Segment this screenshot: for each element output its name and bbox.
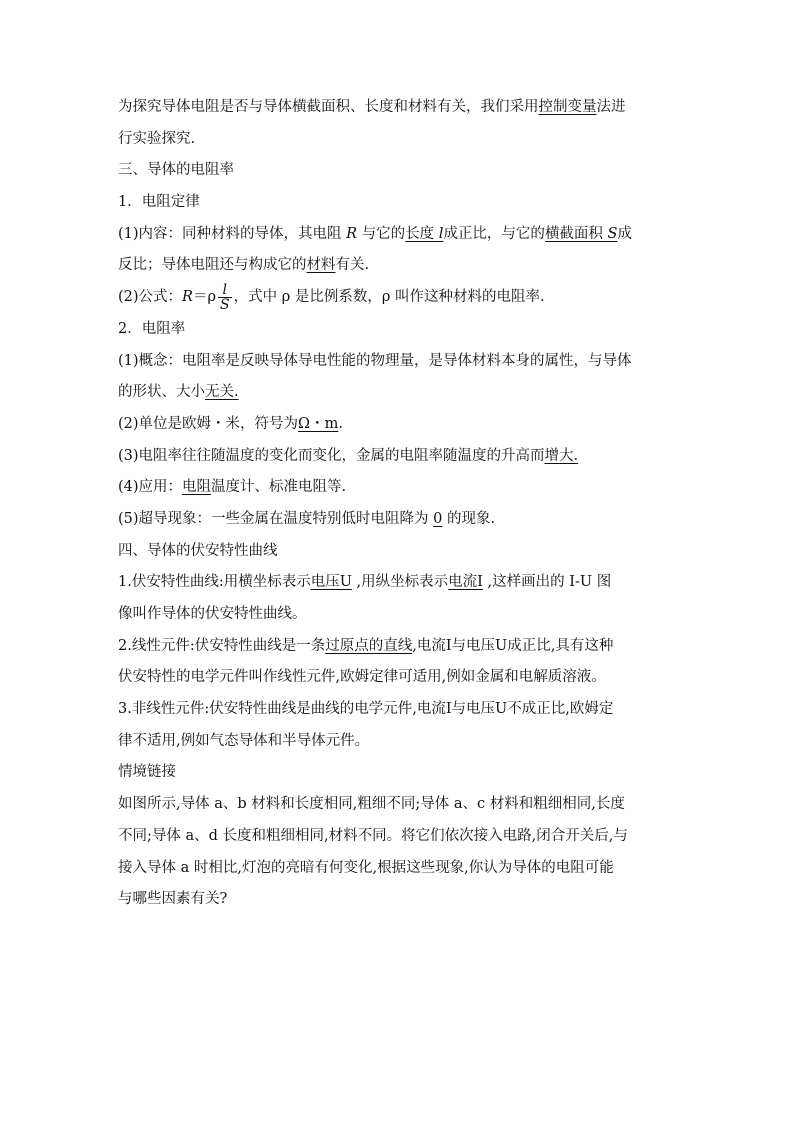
- paragraph-line: 伏安特性的电学元件叫作线性元件,欧姆定律可适用,例如金属和电解质溶液。: [118, 669, 606, 686]
- text: (4)应用：: [118, 479, 183, 496]
- answer-blank: 控制变量: [538, 99, 597, 115]
- text: ,电流I与电压U成正比,具有这种: [412, 637, 614, 654]
- text: 横截面积: [544, 225, 608, 242]
- section-heading: 情境链接: [118, 764, 176, 781]
- answer-blank: 电阻: [182, 479, 212, 496]
- paragraph-line: [118, 567, 678, 599]
- text: 成: [617, 225, 632, 242]
- paragraph-line: 如图所示,导体 a、b 材料和长度相同,粗细不同;导体 a、c 材料和粗细相同,长度: [118, 796, 625, 813]
- text: ,用纵坐标表示: [351, 574, 449, 591]
- formula-line: [118, 282, 678, 314]
- text: ＝ρ: [192, 289, 216, 306]
- subsection-heading: 1．电阻定律: [118, 194, 200, 211]
- text: 反比；导体电阻还与构成它的: [118, 257, 307, 274]
- numerator: l: [218, 283, 232, 298]
- answer-blank: Ω・m: [298, 415, 339, 432]
- text: 法进: [596, 99, 626, 115]
- paragraph-line: 像叫作导体的伏安特性曲线。: [118, 606, 307, 622]
- answer-blank: 无关.: [205, 384, 239, 401]
- text: 有关.: [335, 257, 370, 274]
- paragraph-line: [118, 631, 678, 663]
- answer-blank: 电压U: [310, 574, 352, 591]
- text: (3)电阻率往往随温度的变化而变化，金属的电阻率随温度的升高而: [118, 447, 545, 464]
- subsection-heading: 2．电阻率: [118, 320, 186, 337]
- section-heading: 四、导体的伏安特性曲线: [118, 542, 278, 559]
- paragraph-line: 行实验探究.: [118, 130, 196, 147]
- paragraph-line: [118, 504, 678, 536]
- text: 为探究导体电阻是否与导体横截面积、长度和材料有关，我们采用: [118, 99, 539, 115]
- paragraph-line: 律不适用,例如气态导体和半导体元件。: [118, 732, 370, 749]
- paragraph-line: 接入导体 a 时相比,灯泡的亮暗有何变化,根据这些现象,你认为导体的电阻可能: [118, 859, 614, 876]
- answer-blank: 电流I: [448, 574, 483, 591]
- text: 的现象.: [442, 510, 496, 527]
- text: 成正比，与它的: [443, 225, 545, 242]
- text: 温度计、标准电阻等.: [211, 479, 347, 496]
- paragraph-line: 与哪些因素有关?: [118, 891, 228, 908]
- text: (2)公式：: [118, 289, 183, 306]
- denominator: S: [220, 296, 230, 313]
- text: 的形状、大小: [118, 384, 205, 401]
- text: (5)超导现象：一些金属在温度特别低时电阻降为: [118, 510, 434, 527]
- symbol: R: [346, 225, 358, 242]
- paragraph-line: [118, 409, 678, 441]
- paragraph-line: 不同;导体 a、d 长度和粗细相同,材料不同。将它们依次接入电路,闭合开关后,与: [118, 827, 628, 844]
- symbol: l: [438, 225, 444, 242]
- answer-blank: [545, 226, 618, 242]
- text: (2)单位是欧姆・米，符号为: [118, 415, 299, 432]
- paragraph-line: 3.非线性元件:伏安特性曲线是曲线的电学元件,电流I与电压U不成正比,欧姆定: [118, 701, 614, 718]
- answer-blank: 过原点的直线: [325, 637, 413, 654]
- answer-blank: 0: [433, 510, 443, 527]
- text: ，式中 ρ 是比例系数，ρ 叫作这种材料的电阻率.: [233, 289, 545, 306]
- text: ,这样画出的 I-U 图: [482, 574, 612, 591]
- answer-blank: [405, 226, 443, 242]
- paragraph-line: [118, 92, 678, 124]
- paragraph-line: (1)概念：电阻率是反映导体导电性能的物理量，是导体材料本身的属性，与导体: [118, 352, 632, 369]
- text: .: [338, 415, 343, 432]
- fraction: [218, 283, 232, 312]
- paragraph-line: [118, 441, 678, 473]
- text: (1)内容：同种材料的导体，其电阻: [118, 225, 347, 242]
- text: 与它的: [357, 225, 406, 242]
- section-heading: 三、导体的电阻率: [118, 162, 234, 179]
- paragraph-line: [118, 219, 678, 251]
- paragraph-line: [118, 377, 678, 409]
- text: 长度: [405, 225, 439, 242]
- answer-blank: 增大.: [544, 447, 579, 464]
- document-body: [118, 92, 678, 916]
- text: 2.线性元件:伏安特性曲线是一条: [118, 637, 326, 654]
- paragraph-line: [118, 250, 678, 282]
- paragraph-line: [118, 472, 678, 504]
- answer-blank: 材料: [306, 257, 336, 274]
- symbol: S: [607, 225, 618, 242]
- text: 1.伏安特性曲线:用横坐标表示: [118, 574, 311, 591]
- symbol: R: [182, 289, 193, 306]
